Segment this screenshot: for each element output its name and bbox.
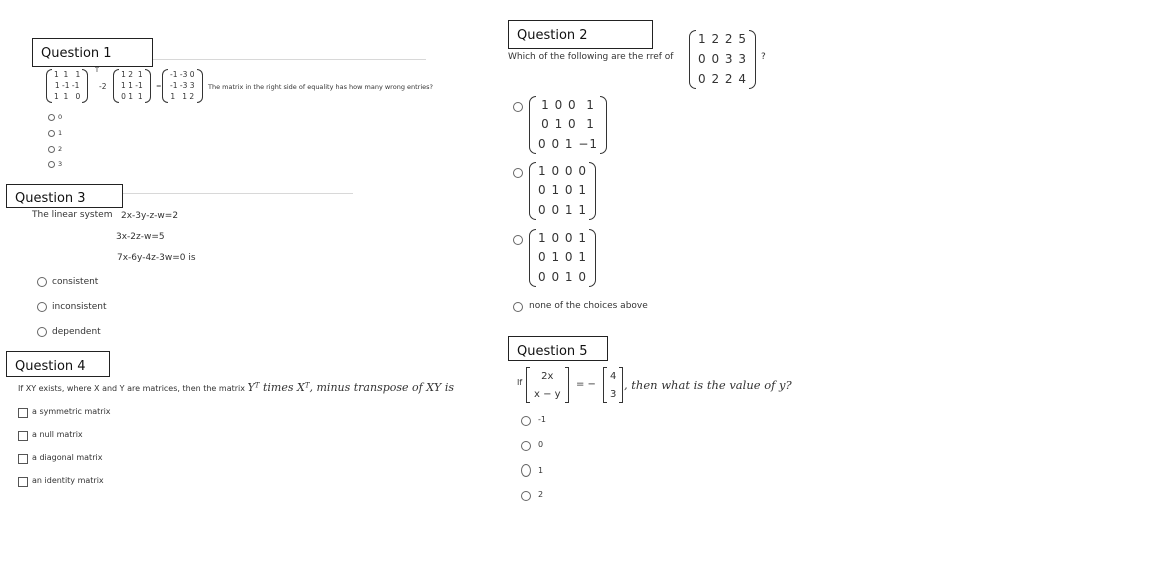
q1-coefficient: -2 xyxy=(99,82,107,91)
q5-prompt-end: , then what is the value of y? xyxy=(624,378,792,392)
q4-prompt xyxy=(18,381,454,394)
q1-matrix-a-row: 1 1 0 xyxy=(54,92,81,102)
q1-title: Question 1 xyxy=(32,38,153,67)
q2-option-b-matrix xyxy=(529,162,596,220)
q2-option-b-row: 0 1 0 1 xyxy=(538,183,587,198)
q4-sup-t1: T xyxy=(254,381,260,390)
q1-option-2-radio[interactable] xyxy=(48,146,55,153)
q4-option-identity-label: an identity matrix xyxy=(32,476,104,485)
q3-option-dependent-radio[interactable] xyxy=(37,327,47,337)
q4-sup-t2: T xyxy=(304,381,310,390)
q1-option-0-radio[interactable] xyxy=(48,114,55,121)
q4-option-identity-checkbox[interactable] xyxy=(18,477,28,487)
q5-right-vector xyxy=(603,367,623,403)
q2-option-a-matrix xyxy=(529,96,607,154)
q2-option-b-radio[interactable] xyxy=(513,168,523,178)
q2-matrix-row: 1 2 2 5 xyxy=(698,32,747,47)
q4-prompt-mid: times X xyxy=(259,381,305,394)
q5-left-top: 2x xyxy=(541,370,554,382)
q2-option-c-radio[interactable] xyxy=(513,235,523,245)
q2-option-a-row: 0 1 0 1 xyxy=(541,117,595,132)
q1-divider xyxy=(153,59,426,60)
q3-equation-2: 3x-2z-w=5 xyxy=(116,232,165,242)
q1-matrix-c-row: -1 -3 0 xyxy=(170,69,195,79)
q4-option-null-checkbox[interactable] xyxy=(18,431,28,441)
q3-divider xyxy=(123,193,353,194)
q1-option-2-label: 2 xyxy=(58,145,63,153)
q1-prompt: The matrix in the right side of equality has how many wrong entries? xyxy=(208,83,433,91)
q2-option-a-row: 1 0 0 1 xyxy=(541,98,595,113)
q2-option-c-row: 0 1 0 1 xyxy=(538,250,587,265)
q2-option-none-radio[interactable] xyxy=(513,302,523,312)
q1-matrix-a-row: 1 -1 -1 xyxy=(54,80,80,90)
q1-matrix-c-row: 1 1 2 xyxy=(170,92,195,102)
q3-option-inconsistent-radio[interactable] xyxy=(37,302,47,312)
q4-option-null-label: a null matrix xyxy=(32,430,83,439)
q2-question-mark: ? xyxy=(761,52,766,62)
q5-option-0-label: 0 xyxy=(538,440,544,449)
q3-option-inconsistent-label: inconsistent xyxy=(52,302,107,312)
q5-right-bottom: 3 xyxy=(610,388,617,400)
q1-matrix-b-row: 1 1 -1 xyxy=(121,80,143,90)
q3-prompt: The linear system xyxy=(32,210,113,220)
q4-option-diagonal-checkbox[interactable] xyxy=(18,454,28,464)
q5-option-2-label: 2 xyxy=(538,490,544,499)
q2-title: Question 2 xyxy=(508,20,653,49)
q5-option-1-label: 1 xyxy=(538,466,544,475)
q2-matrix-row: 0 2 2 4 xyxy=(698,71,747,86)
q1-option-3-radio[interactable] xyxy=(48,161,55,168)
q1-matrix-a-row: 1 1 1 xyxy=(54,69,81,79)
q1-matrix-b xyxy=(113,69,151,103)
q1-option-1-label: 1 xyxy=(58,129,63,137)
q2-option-b-row: 0 0 1 1 xyxy=(538,202,587,217)
q3-option-consistent-radio[interactable] xyxy=(37,277,47,287)
q2-option-none-label: none of the choices above xyxy=(529,301,648,311)
q5-if: If xyxy=(517,378,523,387)
q1-option-0-label: 0 xyxy=(58,113,63,121)
q2-option-c-row: 1 0 0 1 xyxy=(538,231,587,246)
q1-matrix-b-row: 1 2 1 xyxy=(121,69,143,79)
q2-prompt: Which of the following are the rref of xyxy=(508,52,674,62)
q1-matrix-a xyxy=(46,69,88,103)
q3-equation-1: 2x-3y-z-w=2 xyxy=(121,211,179,221)
q4-prompt-start: If XY exists, where X and Y are matrices, then the matrix xyxy=(18,384,245,393)
q1-option-3-label: 3 xyxy=(58,160,63,168)
q5-option-neg1-radio[interactable] xyxy=(521,416,531,426)
q2-option-b-row: 1 0 0 0 xyxy=(538,164,587,179)
q1-matrix-b-row: 0 1 1 xyxy=(121,92,143,102)
q5-option-2-radio[interactable] xyxy=(521,491,531,501)
q3-title: Question 3 xyxy=(6,184,123,208)
q5-option-0-radio[interactable] xyxy=(521,441,531,451)
q2-matrix xyxy=(689,30,756,89)
q4-prompt-y: Y xyxy=(247,381,255,394)
q4-option-symmetric-checkbox[interactable] xyxy=(18,408,28,418)
q5-left-bottom: x − y xyxy=(534,388,561,400)
q4-prompt-end: , minus transpose of XY is xyxy=(309,381,454,394)
q1-transpose-sup: T xyxy=(95,66,99,74)
q5-equals: = − xyxy=(576,379,596,390)
q1-equals: = xyxy=(156,82,162,90)
q2-option-c-matrix xyxy=(529,229,596,287)
q5-option-neg1-label: -1 xyxy=(538,415,546,424)
q5-option-1-radio[interactable] xyxy=(521,464,531,477)
q4-option-symmetric-label: a symmetric matrix xyxy=(32,407,111,416)
q1-option-1-radio[interactable] xyxy=(48,130,55,137)
q5-left-vector xyxy=(526,367,569,403)
q3-equation-3: 7x-6y-4z-3w=0 is xyxy=(117,253,196,263)
q2-option-c-row: 0 0 1 0 xyxy=(538,269,587,284)
q2-option-a-row: 0 0 1 −1 xyxy=(538,136,599,151)
q1-matrix-c xyxy=(162,69,203,103)
q5-right-top: 4 xyxy=(610,370,617,382)
q5-title: Question 5 xyxy=(508,336,608,361)
q1-matrix-c-row: -1 -3 3 xyxy=(170,80,195,90)
q3-option-consistent-label: consistent xyxy=(52,277,99,287)
q2-matrix-row: 0 0 3 3 xyxy=(698,51,747,66)
q2-option-a-radio[interactable] xyxy=(513,102,523,112)
q3-option-dependent-label: dependent xyxy=(52,327,101,337)
q4-option-diagonal-label: a diagonal matrix xyxy=(32,453,103,462)
q4-title: Question 4 xyxy=(6,351,110,377)
